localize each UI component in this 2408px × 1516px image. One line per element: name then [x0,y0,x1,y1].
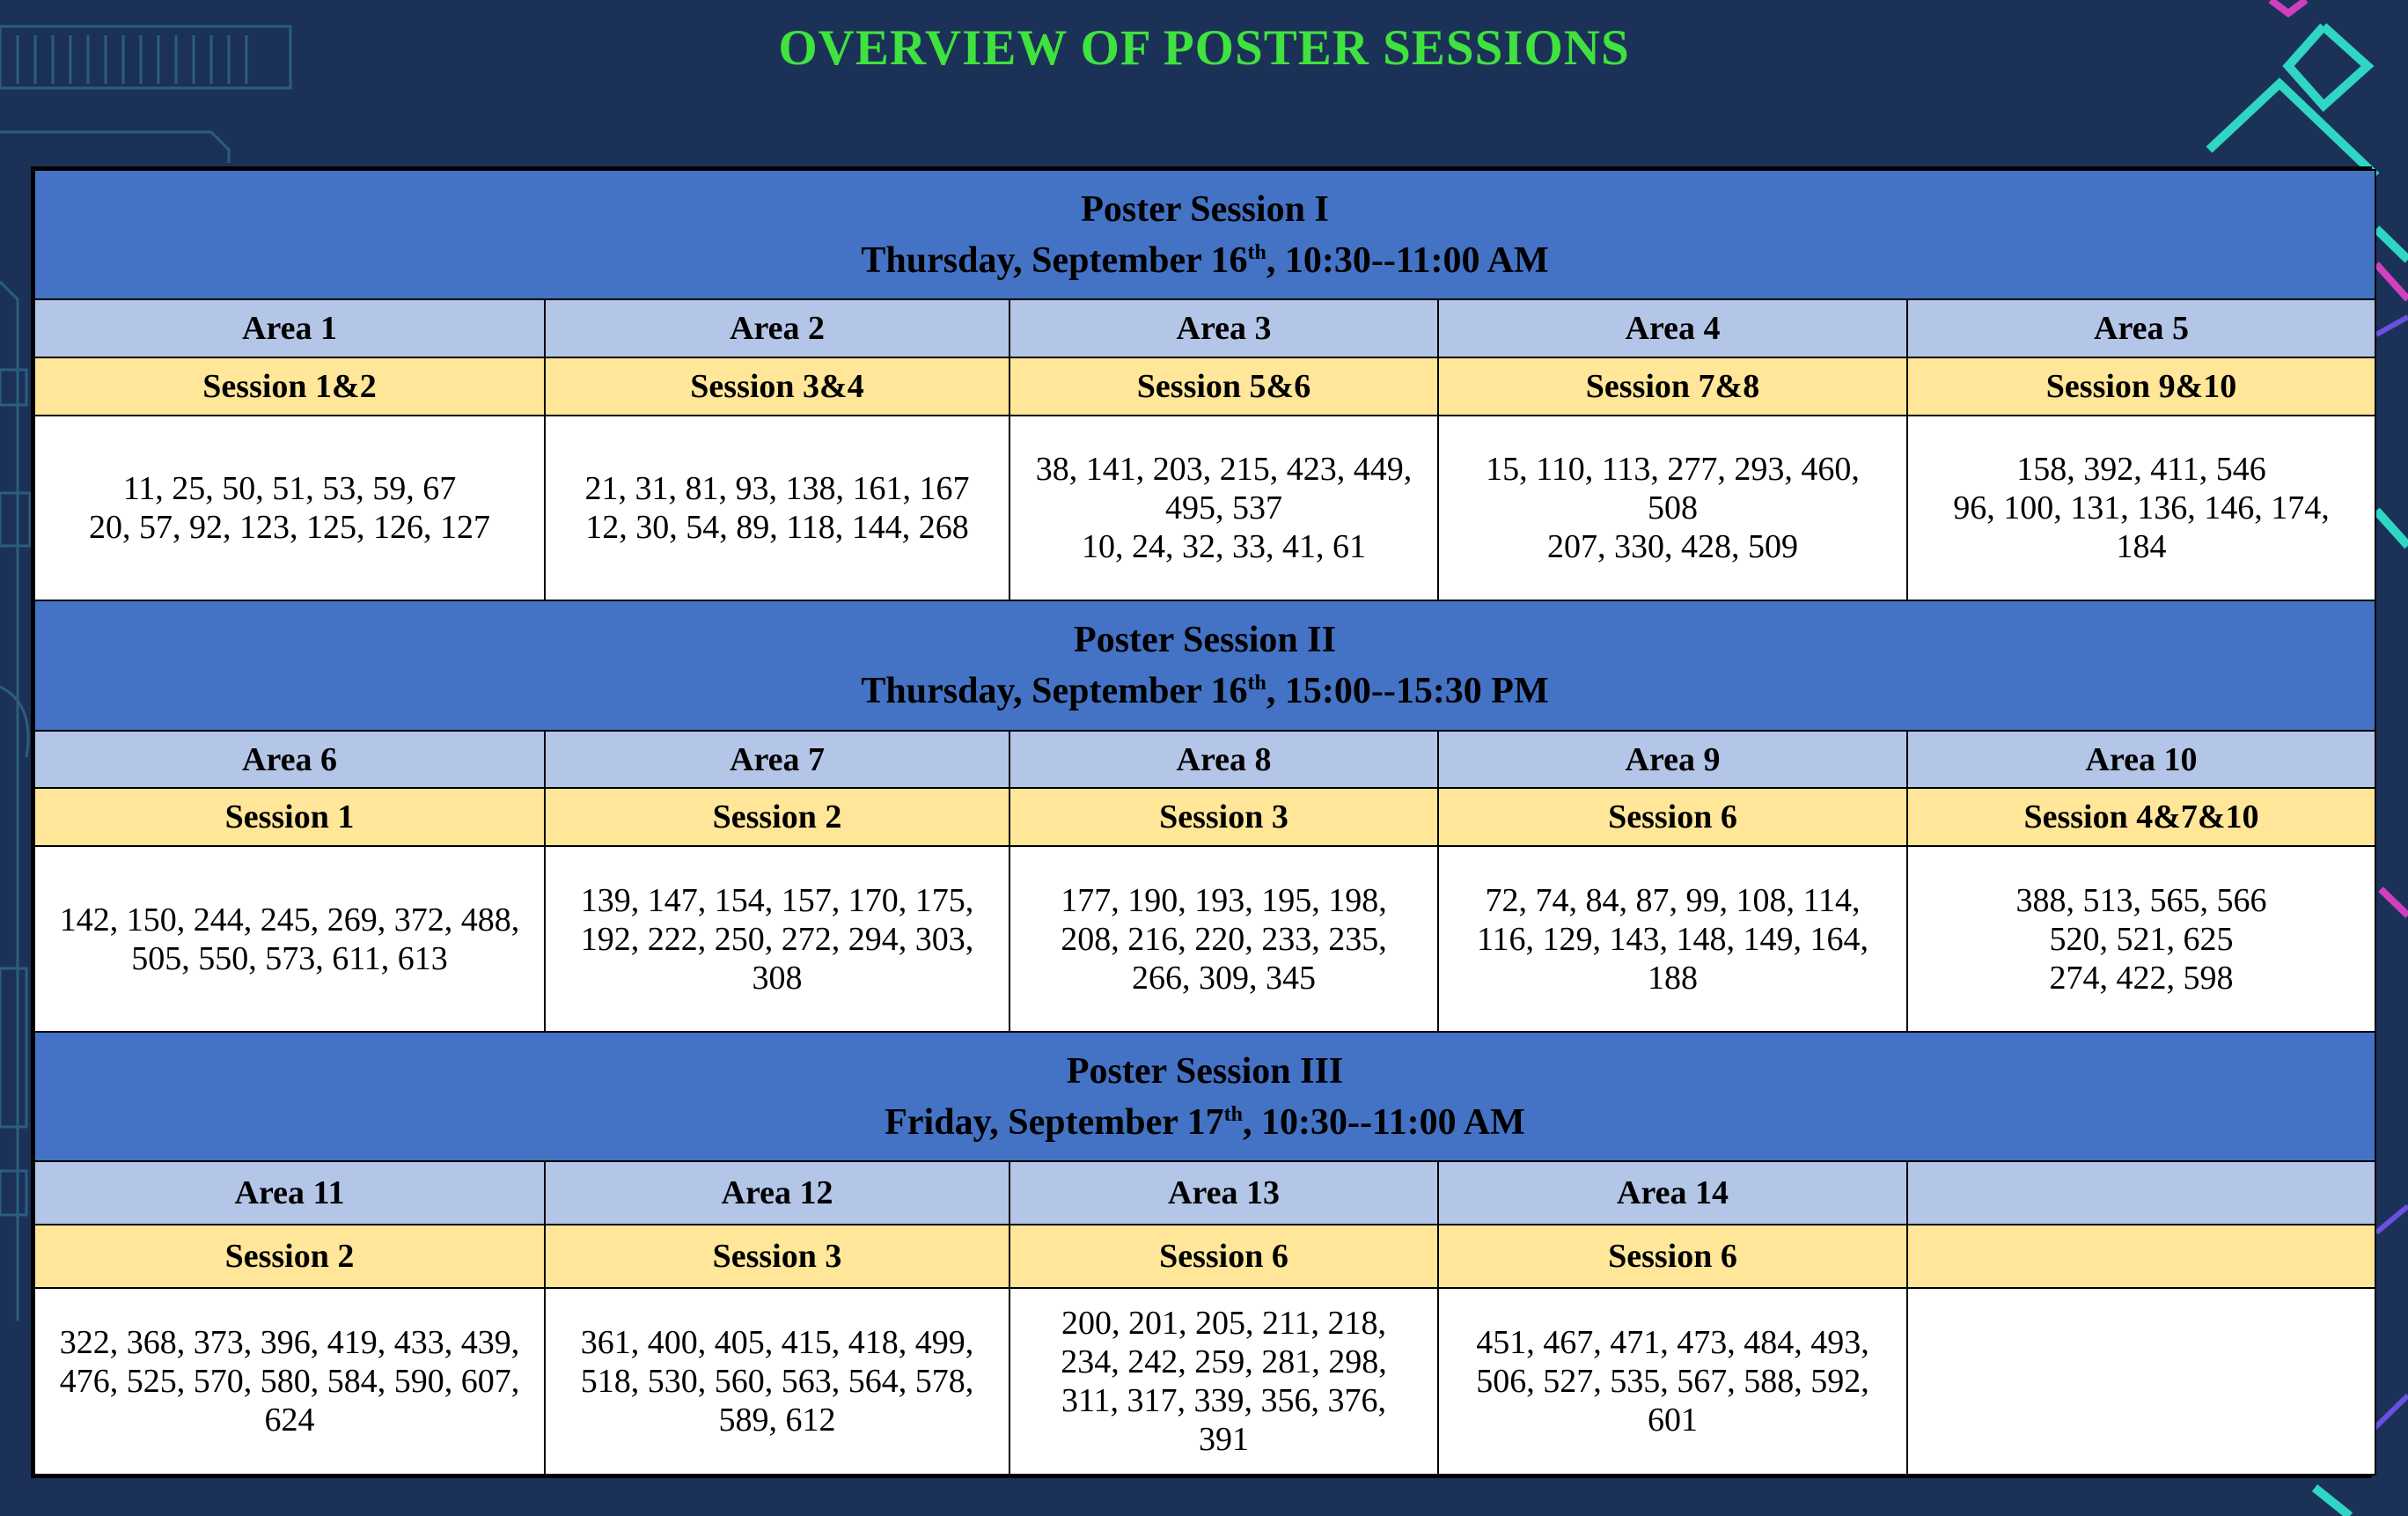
area-label: Area 12 [545,1161,1009,1225]
session-header-row [34,600,2375,730]
poster-numbers-cell [1009,1288,1438,1475]
session-datetime [48,1097,2362,1148]
poster-numbers-line: 361, 400, 405, 415, 418, 499, [580,1324,974,1362]
poster-numbers-cell [1438,1288,1907,1475]
poster-numbers-line: 274, 422, 598 [2049,959,2234,997]
session-header-row [34,1032,2375,1161]
poster-numbers-line: 116, 129, 143, 148, 149, 164, [1476,920,1869,958]
poster-numbers-line: 589, 612 [718,1402,836,1439]
area-row [34,1161,2375,1225]
poster-numbers-line: 188 [1648,959,1698,997]
session-label: Session 6 [1438,788,1907,846]
session-header-row [34,170,2375,299]
session-label: Session 9&10 [1907,357,2375,416]
area-label: Area 1 [34,299,545,357]
poster-numbers-line: 391 [1199,1421,1249,1459]
area-label: Area 13 [1009,1161,1438,1225]
poster-numbers-cell [1438,846,1907,1032]
session-label: Session 7&8 [1438,357,1907,416]
poster-numbers-line: 158, 392, 411, 546 [2016,451,2266,489]
session-datetime [48,235,2362,286]
poster-number-row [34,416,2375,601]
session-label: Session 5&6 [1009,357,1438,416]
session-header-cell [34,600,2375,730]
poster-numbers-line: 184 [2116,528,2167,566]
poster-numbers-cell [545,416,1009,601]
session-label: Session 3&4 [545,357,1009,416]
area-label: Area 5 [1907,299,2375,357]
area-label: Area 6 [34,731,545,789]
session-label: Session 2 [34,1225,545,1288]
poster-numbers-cell [1907,846,2375,1032]
poster-numbers-cell [1907,416,2375,601]
poster-numbers-line: 518, 530, 560, 563, 564, 578, [580,1363,974,1401]
session-label: Session 2 [545,788,1009,846]
session-label [1907,1225,2375,1288]
poster-numbers-line: 207, 330, 428, 509 [1547,528,1798,566]
area-label: Area 2 [545,299,1009,357]
session-time: , 10:30--11:00 AM [1266,239,1549,281]
poster-numbers-line: 624 [264,1402,315,1439]
session-date: Thursday, September 16 [861,671,1248,712]
poster-numbers-cell [545,846,1009,1032]
session-label: Session 1&2 [34,357,545,416]
session-date: Thursday, September 16 [861,239,1248,281]
poster-numbers-line: 505, 550, 573, 611, 613 [131,939,448,977]
session-time: , 15:00--15:30 PM [1266,671,1549,712]
area-label: Area 4 [1438,299,1907,357]
area-row [34,299,2375,357]
poster-numbers-line: 234, 242, 259, 281, 298, [1061,1343,1387,1381]
poster-number-row [34,1288,2375,1475]
poster-numbers-line: 322, 368, 373, 396, 419, 433, 439, [59,1324,520,1362]
poster-sessions-table [31,166,2372,1478]
poster-numbers-cell [1907,1288,2375,1475]
poster-numbers-line: 495, 537 [1165,489,1282,527]
poster-numbers-line: 311, 317, 339, 356, 376, [1061,1382,1387,1420]
poster-numbers-line: 508 [1648,489,1698,527]
area-label [1907,1161,2375,1225]
poster-numbers-line: 10, 24, 32, 33, 41, 61 [1082,528,1366,566]
poster-numbers-line: 11, 25, 50, 51, 53, 59, 67 [122,470,457,508]
poster-numbers-line: 38, 141, 203, 215, 423, 449, [1035,451,1413,489]
poster-numbers-line: 506, 527, 535, 567, 588, 592, [1476,1363,1869,1401]
area-label: Area 10 [1907,731,2375,789]
poster-numbers-cell [1009,416,1438,601]
poster-numbers-line: 308 [752,959,803,997]
poster-numbers-line: 520, 521, 625 [2049,920,2234,958]
area-label: Area 14 [1438,1161,1907,1225]
poster-numbers-line: 601 [1648,1402,1698,1439]
session-label-row [34,788,2375,846]
poster-numbers-cell [34,1288,545,1475]
session-name: Poster Session I [1081,188,1329,230]
session-label: Session 3 [1009,788,1438,846]
poster-numbers-line: 142, 150, 244, 245, 269, 372, 488, [59,901,520,938]
session-date: Friday, September 17 [885,1101,1224,1143]
area-row [34,731,2375,789]
poster-numbers-line: 72, 74, 84, 87, 99, 108, 114, [1485,881,1861,919]
session-header-cell [34,1032,2375,1161]
poster-numbers-line: 451, 467, 471, 473, 484, 493, [1476,1324,1869,1362]
area-label: Area 11 [34,1161,545,1225]
session-label: Session 6 [1009,1225,1438,1288]
session-label: Session 3 [545,1225,1009,1288]
session-label: Session 6 [1438,1225,1907,1288]
poster-numbers-line: 266, 309, 345 [1132,959,1316,997]
poster-numbers-line: 12, 30, 54, 89, 118, 144, 268 [585,509,969,547]
session-date-ordinal: th [1247,240,1266,264]
poster-numbers-line: 21, 31, 81, 93, 138, 161, 167 [584,470,970,508]
area-label: Area 7 [545,731,1009,789]
poster-numbers-line: 15, 110, 113, 277, 293, 460, [1486,451,1860,489]
poster-numbers-cell [34,416,545,601]
poster-numbers-cell [1438,416,1907,601]
session-label-row [34,357,2375,416]
poster-numbers-cell [545,1288,1009,1475]
poster-number-row [34,846,2375,1032]
area-label: Area 9 [1438,731,1907,789]
poster-numbers-line: 139, 147, 154, 157, 170, 175, [580,881,974,919]
session-date-ordinal: th [1223,1102,1243,1126]
session-date-ordinal: th [1247,672,1266,695]
poster-numbers-line: 208, 216, 220, 233, 235, [1061,920,1387,958]
poster-numbers-cell [34,846,545,1032]
poster-numbers-line: 476, 525, 570, 580, 584, 590, 607, [59,1363,520,1401]
area-label: Area 3 [1009,299,1438,357]
poster-numbers-line: 177, 190, 193, 195, 198, [1061,881,1387,919]
session-label-row [34,1225,2375,1288]
area-label: Area 8 [1009,731,1438,789]
poster-numbers-cell [1009,846,1438,1032]
session-name: Poster Session III [1066,1050,1344,1092]
poster-numbers-line: 96, 100, 131, 136, 146, 174, [1953,489,2330,527]
poster-numbers-line: 200, 201, 205, 211, 218, [1061,1305,1387,1343]
session-datetime [48,666,2362,717]
session-name: Poster Session II [1074,620,1336,661]
poster-numbers-line: 388, 513, 565, 566 [2015,881,2267,919]
session-header-cell [34,170,2375,299]
session-time: , 10:30--11:00 AM [1242,1101,1525,1143]
poster-numbers-line: 192, 222, 250, 272, 294, 303, [580,920,974,958]
page-title: OVERVIEW OF POSTER SESSIONS [778,20,1630,76]
session-label: Session 1 [34,788,545,846]
poster-numbers-line: 20, 57, 92, 123, 125, 126, 127 [89,509,490,547]
session-label: Session 4&7&10 [1907,788,2375,846]
